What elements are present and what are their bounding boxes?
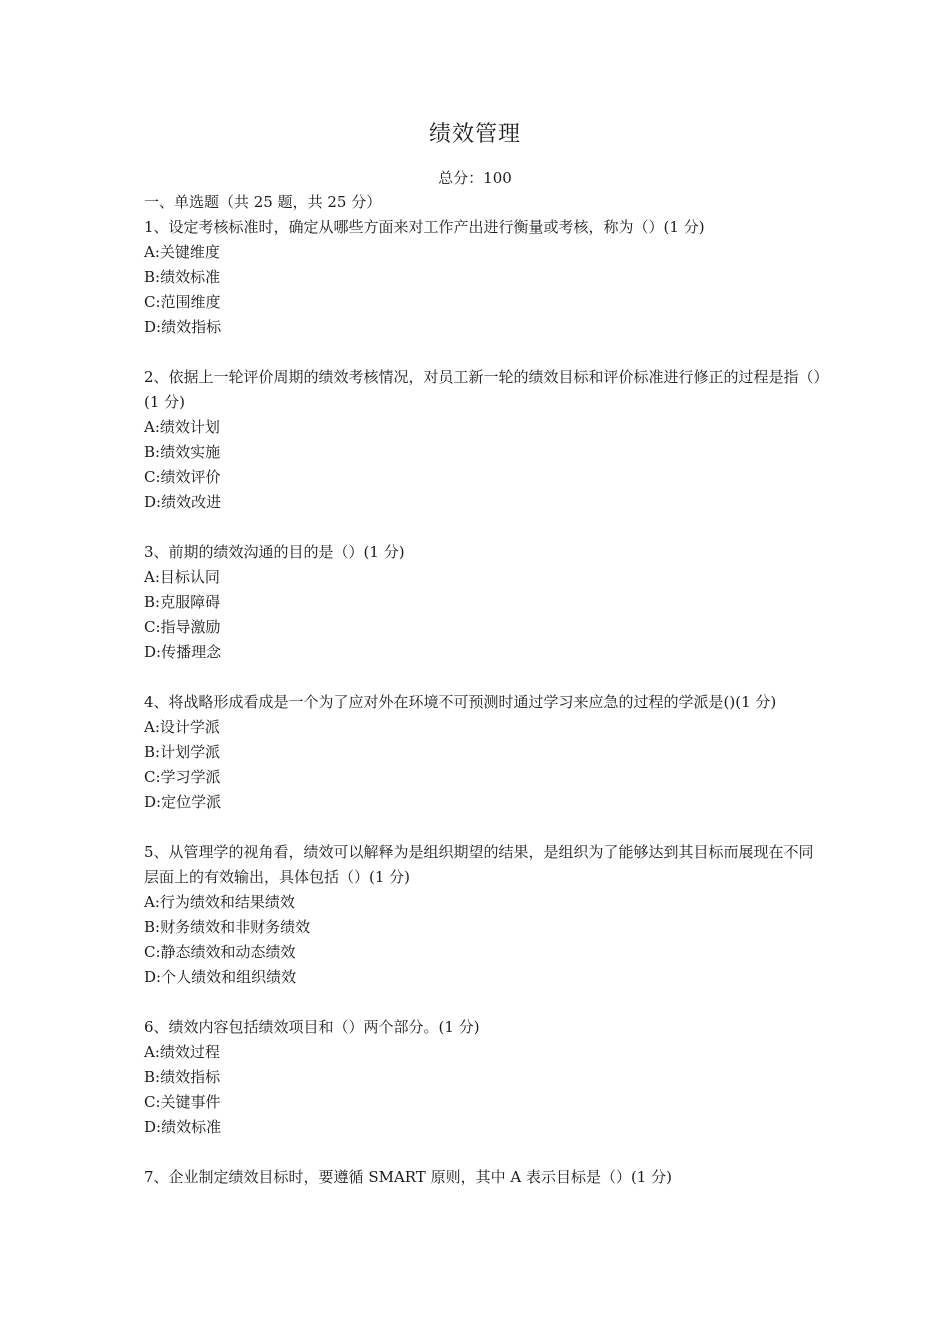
option-c: C:指导激励: [144, 618, 221, 636]
option-a: A:行为绩效和结果绩效: [144, 893, 295, 911]
question-7: [144, 1165, 824, 1190]
option-d: D:个人绩效和组织绩效: [144, 968, 297, 986]
option-d: D:绩效标准: [144, 1118, 222, 1136]
question-list: [144, 190, 824, 1215]
option-c: C:范围维度: [144, 293, 221, 311]
option-b: B:绩效指标: [144, 1068, 221, 1086]
question-2: [144, 365, 824, 515]
question-stem: 6、绩效内容包括绩效项目和（）两个部分。(1 分): [144, 1018, 480, 1036]
total-score: 总分：100: [438, 169, 512, 187]
question-stem: 1、设定考核标准时，确定从哪些方面来对工作产出进行衡量或考核，称为（）(1 分): [144, 218, 705, 236]
option-a: A:绩效过程: [144, 1043, 220, 1061]
question-stem: 2、依据上一轮评价周期的绩效考核情况，对员工新一轮的绩效目标和评价标准进行修正的过程是指（）(1 分): [144, 368, 822, 411]
question-4: [144, 690, 824, 815]
option-b: B:计划学派: [144, 743, 221, 761]
document-title: 绩效管理: [428, 122, 521, 147]
question-6: [144, 1015, 824, 1140]
question-stem: 5、从管理学的视角看，绩效可以解释为是组织期望的结果，是组织为了能够达到其目标而展现在不同层面上的有效输出，具体包括（）(1 分): [144, 843, 814, 886]
option-c: C:静态绩效和动态绩效: [144, 943, 296, 961]
option-b: B:克服障碍: [144, 593, 221, 611]
question-5: [144, 840, 824, 990]
option-b: B:绩效标准: [144, 268, 221, 286]
option-c: C:绩效评价: [144, 468, 221, 486]
option-a: A:目标认同: [144, 568, 220, 586]
option-a: A:关键维度: [144, 243, 220, 261]
option-a: A:绩效计划: [144, 418, 220, 436]
option-c: C:关键事件: [144, 1093, 221, 1111]
option-b: B:绩效实施: [144, 443, 221, 461]
question-stem: 3、前期的绩效沟通的目的是（）(1 分): [144, 543, 405, 561]
option-a: A:设计学派: [144, 718, 220, 736]
question-3: [144, 540, 824, 665]
option-d: D:绩效指标: [144, 318, 222, 336]
question-1: [144, 215, 824, 340]
option-d: D:绩效改进: [144, 493, 222, 511]
question-stem: 4、将战略形成看成是一个为了应对外在环境不可预测时通过学习来应急的过程的学派是()(1 分): [144, 693, 777, 711]
option-d: D:定位学派: [144, 793, 222, 811]
option-d: D:传播理念: [144, 643, 222, 661]
section-heading: 一、单选题（共 25 题，共 25 分）: [144, 193, 382, 211]
option-c: C:学习学派: [144, 768, 221, 786]
question-stem: 7、企业制定绩效目标时，要遵循 SMART 原则，其中 A 表示目标是（）(1 分): [144, 1168, 672, 1186]
option-b: B:财务绩效和非财务绩效: [144, 918, 311, 936]
